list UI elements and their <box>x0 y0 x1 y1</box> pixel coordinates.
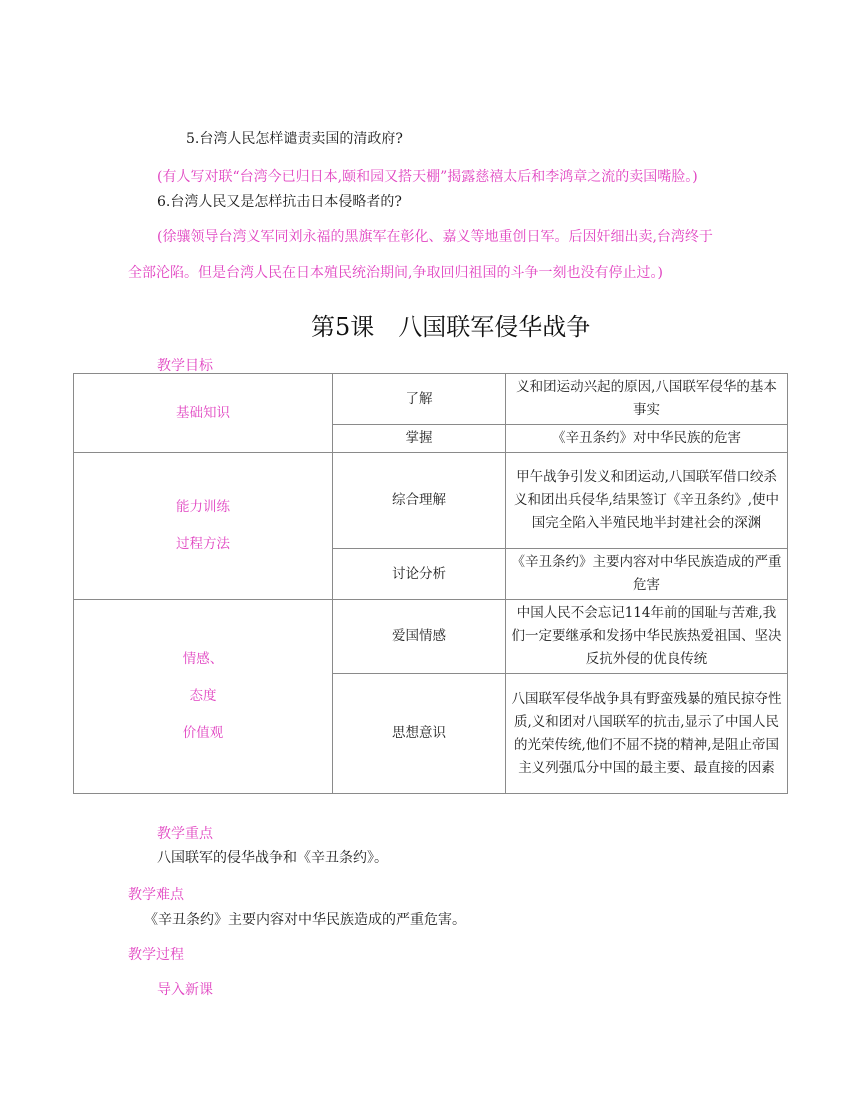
lesson-title: 第5课 八国联军侵华战争 <box>311 313 591 341</box>
table-row <box>74 600 788 674</box>
category-label: 情感、 <box>182 651 224 667</box>
category-label: 态度 <box>189 688 217 704</box>
content-cell: 义和团运动兴起的原因,八国联军侵华的基本事实 <box>506 374 788 425</box>
category-label: 能力训练 <box>176 499 230 515</box>
process-heading: 教学过程 <box>128 947 184 963</box>
level-cell: 思想意识 <box>333 674 506 794</box>
answer-6-line-2: 全部沦陷。但是台湾人民在日本殖民统治期间,争取回归祖国的斗争一刻也没有停止过。) <box>128 265 663 281</box>
category-label: 基础知识 <box>176 404 230 421</box>
difficulties-text: 《辛丑条约》主要内容对中华民族造成的严重危害。 <box>144 912 466 928</box>
goals-heading: 教学目标 <box>157 358 213 374</box>
answer-5: (有人写对联“台湾今已归日本,颐和园又搭天棚”揭露慈禧太后和李鸿章之流的卖国嘴脸。) <box>157 169 698 185</box>
level-cell: 综合理解 <box>333 453 506 549</box>
level-cell: 掌握 <box>333 425 506 453</box>
content-cell: 《辛丑条约》对中华民族的危害 <box>506 425 788 453</box>
answer-6-line-1: (徐骧领导台湾义军同刘永福的黑旗军在彰化、嘉义等地重创日军。后因奸细出卖,台湾终于 <box>157 229 713 245</box>
content-cell: 甲午战争引发义和团运动,八国联军借口绞杀义和团出兵侵华,结果签订《辛丑条约》,使中国完全陷入半殖民地半封建社会的深渊 <box>506 453 788 549</box>
level-cell: 了解 <box>333 374 506 425</box>
content-cell: 中国人民不会忘记114年前的国耻与苦难,我们一定要继承和发扬中华民族热爱祖国、坚决反抗外侵的优良传统 <box>506 600 788 674</box>
table-row <box>74 453 788 549</box>
content-cell: 《辛丑条约》主要内容对中华民族造成的严重危害 <box>506 549 788 600</box>
category-cell <box>74 600 333 794</box>
category-cell <box>74 453 333 600</box>
level-cell: 讨论分析 <box>333 549 506 600</box>
key-points-heading: 教学重点 <box>157 826 213 842</box>
difficulties-heading: 教学难点 <box>128 887 184 903</box>
category-cell <box>74 374 333 453</box>
category-label: 价值观 <box>182 725 224 741</box>
key-points-text: 八国联军的侵华战争和《辛丑条约》。 <box>157 850 388 866</box>
category-label: 过程方法 <box>176 536 230 552</box>
level-cell: 爱国情感 <box>333 600 506 674</box>
question-6: 6.台湾人民又是怎样抗击日本侵略者的? <box>157 194 402 210</box>
teaching-goals-table <box>73 373 788 794</box>
question-5: 5.台湾人民怎样谴责卖国的清政府? <box>186 131 403 147</box>
table-row <box>74 374 788 425</box>
content-cell: 八国联军侵华战争具有野蛮残暴的殖民掠夺性质,义和团对八国联军的抗击,显示了中国人民的光荣传统,他们不屈不挠的精神,是阻止帝国主义列强瓜分中国的最主要、最直接的因素 <box>506 674 788 794</box>
process-subheading: 导入新课 <box>157 982 213 998</box>
